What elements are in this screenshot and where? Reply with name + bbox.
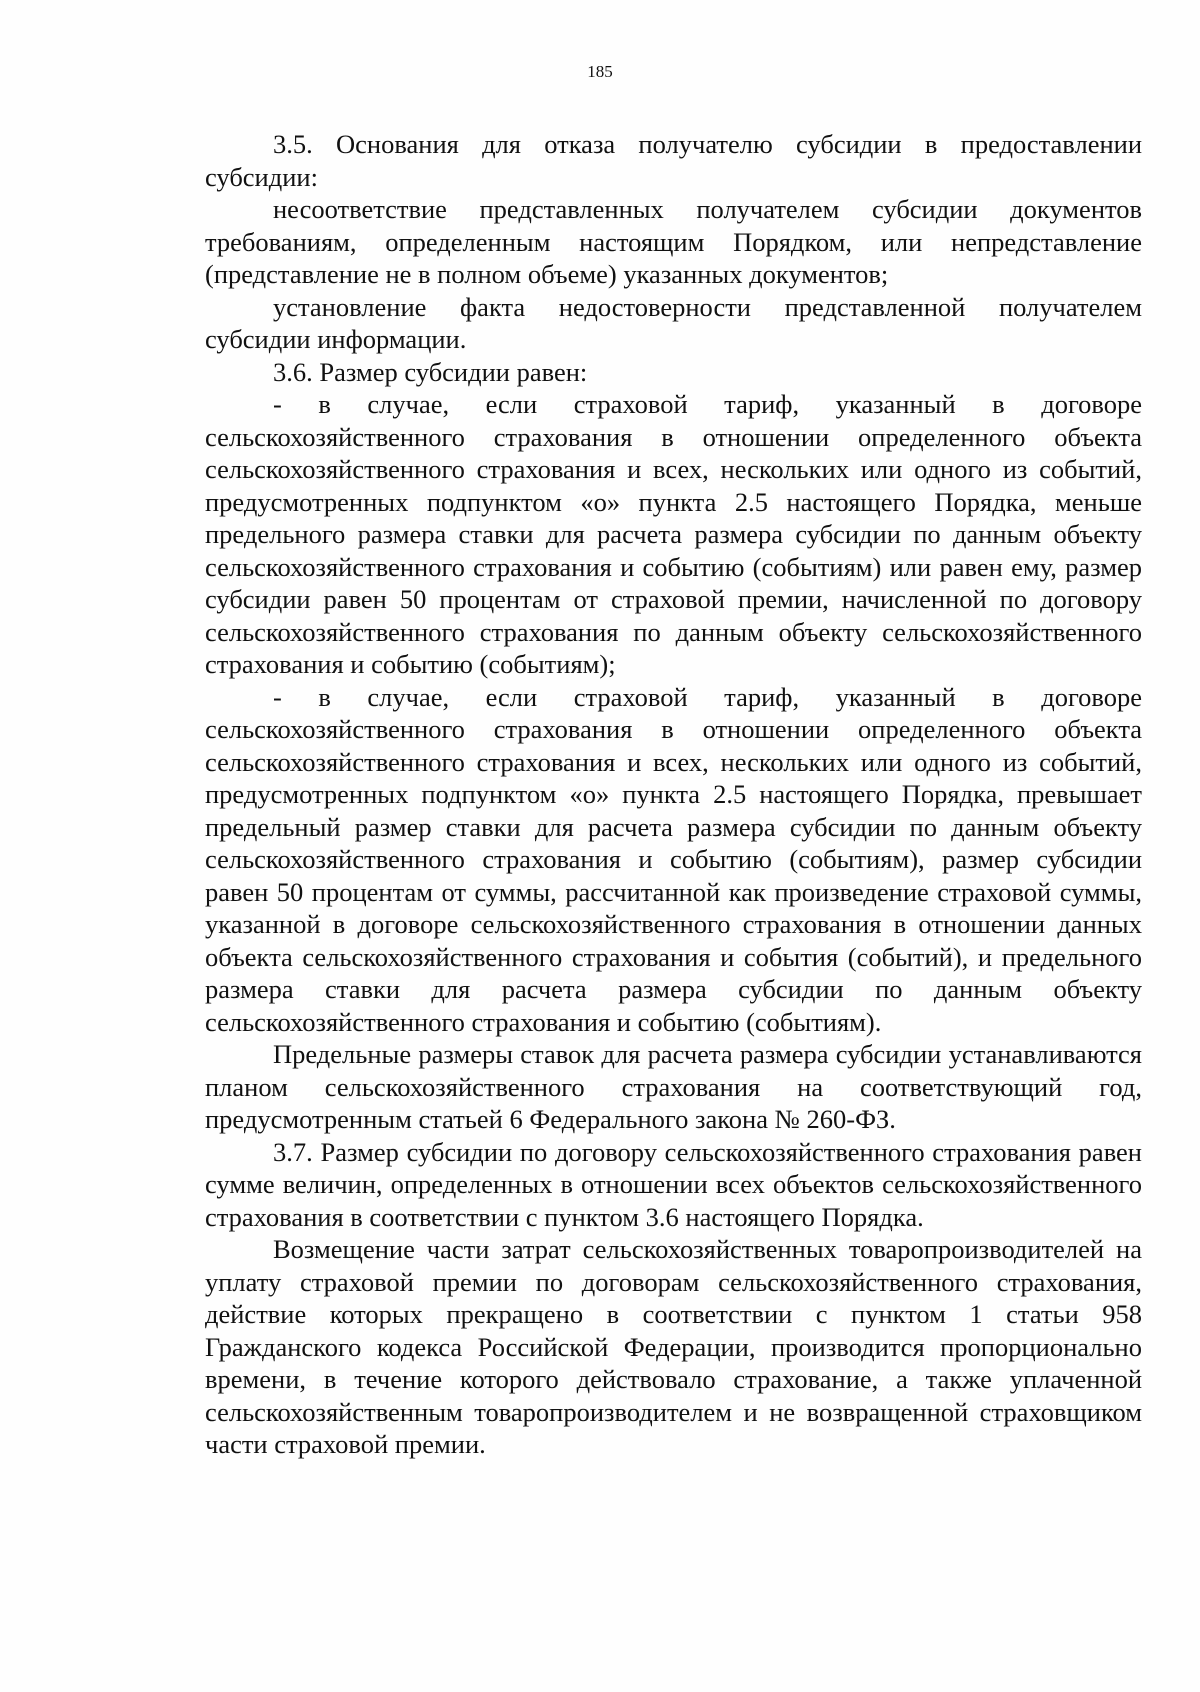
- paragraph-subsidy-case-lower-rate: - в случае, если страховой тариф, указанный в договоре сельскохозяйственного страхования в отношении определенного объекта сельскохозяйственного страхования и всех, нескольких или одного из событий, предусмотренных подпунктом «о» пункта 2.5 настоящего Порядка, меньше предельного размера ставки для расчета размера субсидии по данным объекту сельскохозяйственного страхования и событию (событиям) или равен ему, размер субсидии равен 50 процентам от страховой премии, начисленной по договору сельскохозяйственного страхования по данным объекту сельскохозяйственного страхования и событию (событиям);: [205, 389, 1142, 679]
- page-number: 185: [587, 62, 613, 81]
- paragraph-refusal-reason-information: установление факта недостоверности представленной получателем субсидии информации.: [205, 291, 1142, 354]
- paragraph-subsidy-case-higher-rate: - в случае, если страховой тариф, указанный в договоре сельскохозяйственного страхования в отношении определенного объекта сельскохозяйственного страхования и всех, нескольких или одного из событий, предусмотренных подпунктом «о» пункта 2.5 настоящего Порядка, превышает предельный размер ставки для расчета размера субсидии по данным объекту сельскохозяйственного страхования и событию (событиям), размер субсидии равен 50 процентам от суммы, рассчитанной как произведение страховой суммы, указанной в договоре сельскохозяйственного страхования в отношении данных объекта сельскохозяйственного страхования и события (событий), и предельного размера ставки для расчета размера субсидии по данным объекту сельскохозяйственного страхования и событию (событиям).: [205, 681, 1142, 1037]
- document-body: [205, 128, 1142, 1461]
- paragraph-rate-limits: Предельные размеры ставок для расчета размера субсидии устанавливаются планом сельскохозяйственного страхования на соответствующий год, предусмотренным статьей 6 Федерального закона № 260-ФЗ.: [205, 1039, 1142, 1134]
- paragraph-3-7: 3.7. Размер субсидии по договору сельскохозяйственного страхования равен сумме величин, определенных в отношении всех объектов сельскохозяйственного страхования в соответствии с пунктом 3.6 настоящего Порядка.: [205, 1136, 1142, 1232]
- paragraph-3-5-heading: 3.5. Основания для отказа получателю субсидии в предоставлении субсидии:: [205, 129, 1142, 192]
- paragraph-3-6-heading: 3.6. Размер субсидии равен:: [273, 356, 588, 387]
- paragraph-cost-compensation: Возмещение части затрат сельскохозяйственных товаропроизводителей на уплату страховой премии по договорам сельскохозяйственного страхования, действие которых прекращено в соответствии с пунктом 1 статьи 958 Гражданского кодекса Российской Федерации, производится пропорционально времени, в течение которого действовало страхование, а также уплаченной сельскохозяйственным товаропроизводителем и не возвращенной страховщиком части страховой премии.: [205, 1234, 1142, 1459]
- paragraph-refusal-reason-documents: несоответствие представленных получателем субсидии документов требованиям, определенным настоящим Порядком, или непредставление (представление не в полном объеме) указанных документов;: [205, 194, 1142, 289]
